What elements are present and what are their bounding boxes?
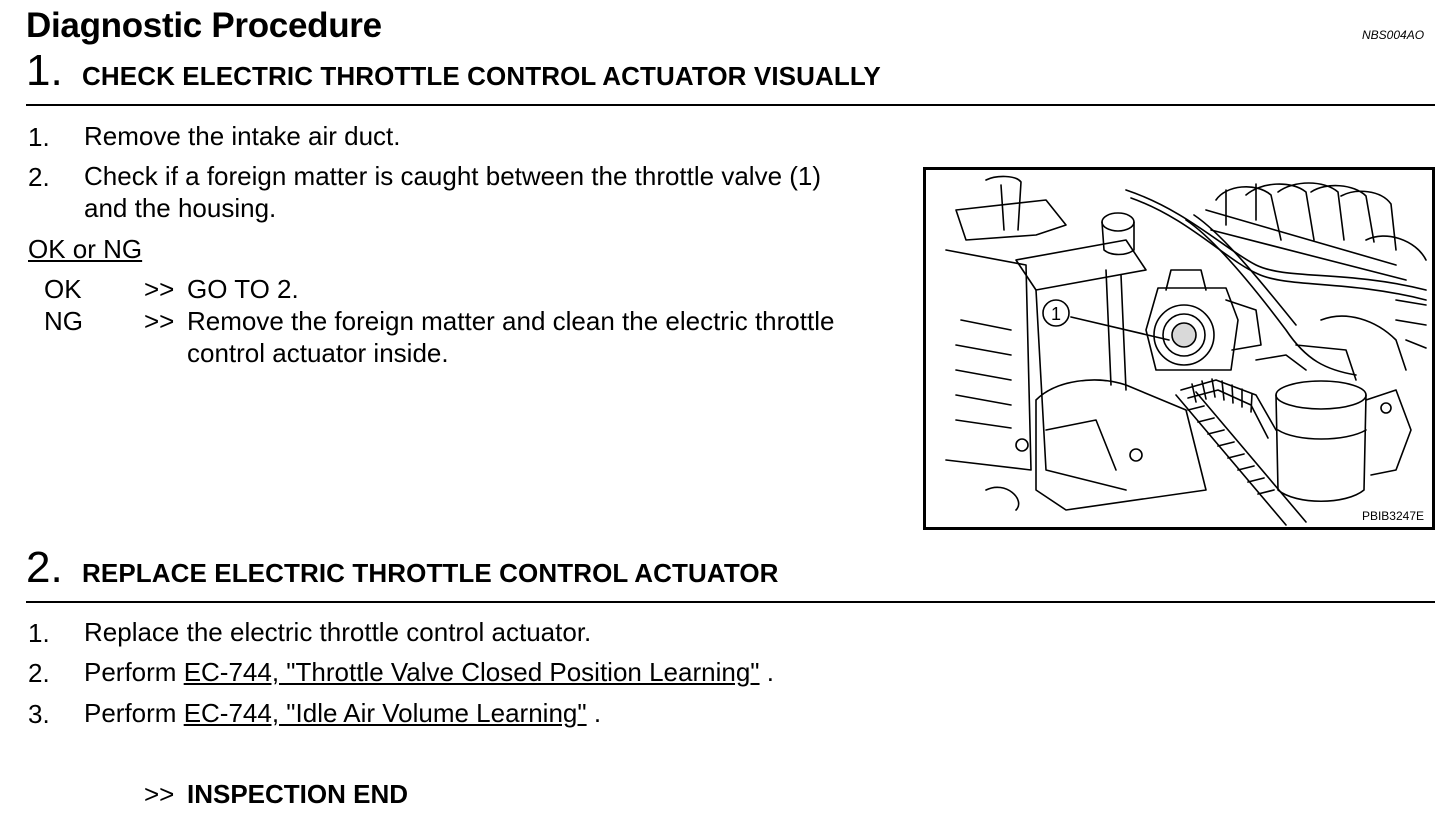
end-arrow: >> [144,779,175,809]
step-1-heading: CHECK ELECTRIC THROTTLE CONTROL ACTUATOR VISUALLY [82,61,881,91]
step-2-item-1-number: 1. [28,618,50,648]
step-2-item-3-suffix: . [586,698,602,728]
step-1-item-1-number: 1. [28,122,50,152]
page-title: Diagnostic Procedure [26,6,382,45]
step-2-heading: REPLACE ELECTRIC THROTTLE CONTROL ACTUATOR [82,558,779,588]
step-2-item-1-text: Replace the electric throttle control actuator. [84,617,592,647]
result-ok-arrow: >> [144,274,175,304]
ok-or-ng-label: OK or NG [28,234,143,264]
step-2-number: 2. [26,543,63,592]
step-1-number: 1. [26,46,63,95]
result-ng-key: NG [44,306,83,336]
step-2-item-2 [84,656,774,688]
step-2-item-2-number: 2. [28,658,50,688]
inspection-end-label: INSPECTION END [187,779,409,809]
throttle-valve-learning-link[interactable]: EC-744, "Throttle Valve Closed Position Learning" [183,657,760,687]
figure-callout-number: 1 [1050,304,1062,324]
step-2-item-3-prefix: Perform [84,698,184,728]
engine-bay-illustration [926,170,1432,527]
step-1-item-2-text-line1: Check if a foreign matter is caught between the throttle valve (1) [84,161,822,191]
result-ng-text-line1: Remove the foreign matter and clean the electric throttle [187,306,835,336]
result-ok-text: GO TO 2. [187,274,299,304]
step-1-item-2-number: 2. [28,162,50,192]
step-1-divider [26,104,1435,106]
result-ng-arrow: >> [144,306,175,336]
step-2-item-2-prefix: Perform [84,657,184,687]
result-ok-key: OK [44,274,82,304]
step-2-item-3 [84,697,601,729]
result-ng-text-line2: control actuator inside. [187,338,449,368]
document-code: NBS004AO [1362,28,1425,42]
step-2-item-3-number: 3. [28,699,50,729]
figure-code: PBIB3247E [1361,509,1424,523]
step-2-divider [26,601,1435,603]
step-1-item-1-text: Remove the intake air duct. [84,121,401,151]
step-1-item-2-text-line2: and the housing. [84,193,277,223]
idle-air-volume-learning-link[interactable]: EC-744, "Idle Air Volume Learning" [183,698,587,728]
throttle-body-figure [923,167,1435,530]
step-2-item-2-suffix: . [759,657,774,687]
